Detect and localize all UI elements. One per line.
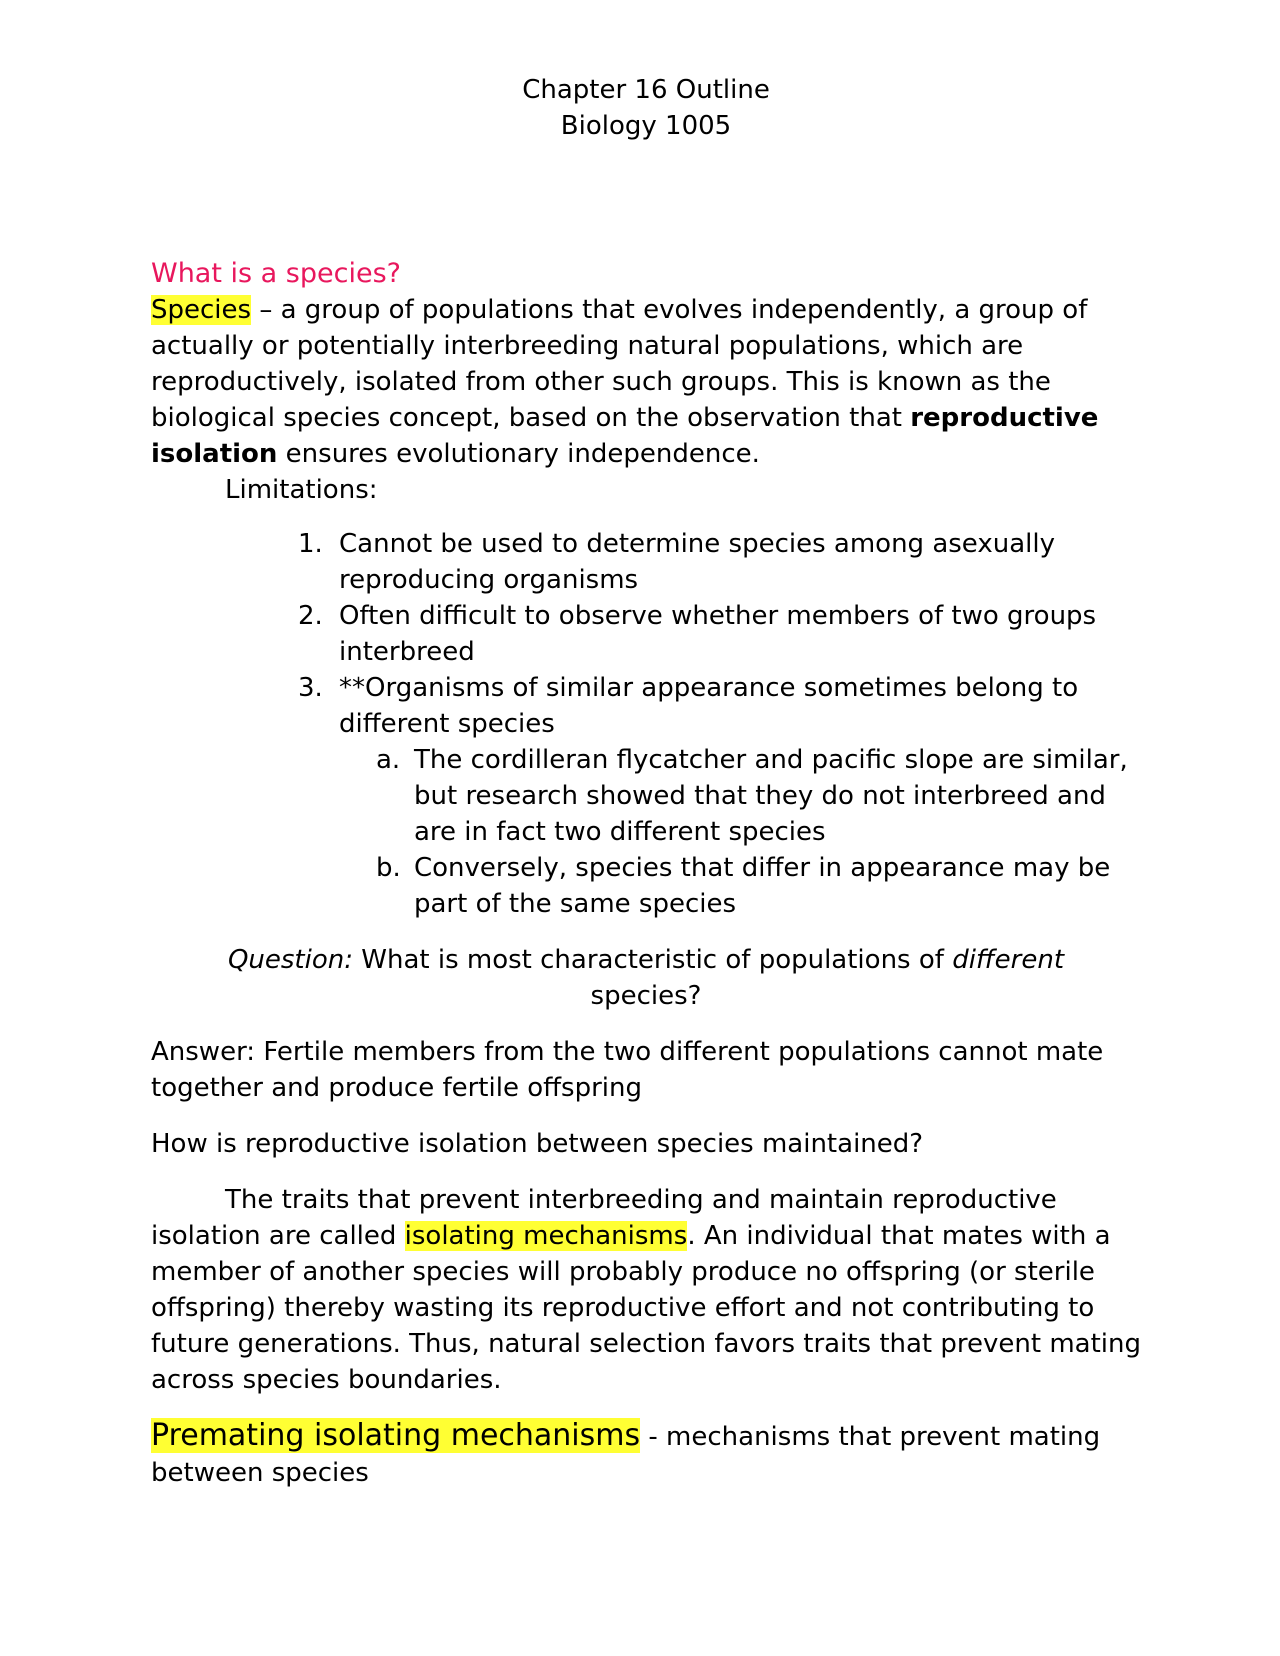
isolating-mechanisms-highlight: isolating mechanisms [404,1221,688,1251]
traits-paragraph: The traits that prevent interbreeding and maintain reproductive isolation are called isolating mechanisms. An individual that mates with a member of another species will probably produce no offspring (or sterile offspring) thereby wasting its reproductive effort and not contributing to future generations. Thus, natural selection favors traits that prevent mating across species boundaries. [151,1185,1141,1395]
question-paragraph: Question: What is most characteristic of populations of different species? [227,945,1065,1011]
question-label: Question: [227,945,353,975]
section-heading: What is a species? [151,258,401,289]
definition-tail: ensures evolutionary independence. [277,439,760,469]
species-term-highlight: Species [151,295,252,325]
limitations-label: Limitations: [225,475,378,505]
how-question: How is reproductive isolation between species maintained? [151,1129,924,1159]
species-definition [151,292,1141,472]
sub-list-item: a. The cordilleran flycatcher and pacific slope are similar, but research showed that they do not interbreed and are in fact two different species [376,745,1128,847]
answer-paragraph: Answer: Fertile members from the two different populations cannot mate together and produce fertile offspring [151,1037,1104,1103]
title-line-2: Biology 1005 [560,111,732,141]
list-item: 2. Often difficult to observe whether members of two groups interbreed [298,601,1097,667]
list-item: 3. **Organisms of similar appearance sometimes belong to different species [298,673,1079,739]
definition-text: – a group of populations that evolves independently, a group of actually or potentially interbreeding natural populations, which are reproductively, isolated from other such groups. This is known as the biological species concept, based on the observation that [151,295,1088,433]
sub-list-item: b. Conversely, species that differ in appearance may be part of the same species [376,853,1111,919]
document-content [151,72,1141,1491]
list-item: 1. Cannot be used to determine species among asexually reproducing organisms [298,529,1055,595]
question-italic-word: different [952,945,1065,975]
title-line-1: Chapter 16 Outline [522,75,770,105]
limitations-list [151,526,1141,922]
premating-term-highlight: Premating isolating mechanisms [151,1418,641,1453]
definition-bold-term: reproductive isolation [151,403,1099,469]
premating-paragraph: Premating isolating mechanisms - mechanisms that prevent mating between species [151,1418,1101,1488]
